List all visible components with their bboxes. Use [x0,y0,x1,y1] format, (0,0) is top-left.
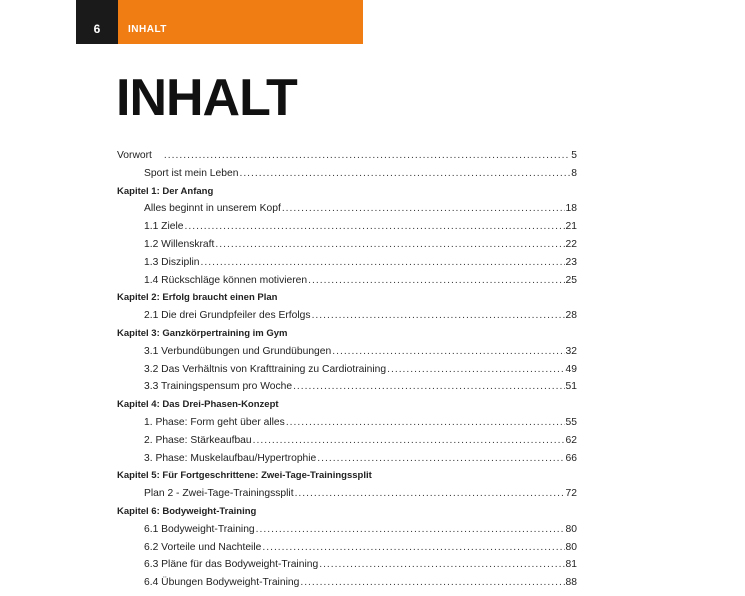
toc-entry-label: Kapitel 1: Der Anfang [117,185,214,197]
dot-leader [332,346,564,357]
toc-entry[interactable] [117,381,577,399]
toc-entry[interactable] [117,435,577,453]
toc-entry[interactable] [117,150,577,168]
toc-entry[interactable] [117,453,577,471]
toc-entry[interactable] [117,364,577,382]
toc-entry-label: 3.2 Das Verhältnis von Krafttraining zu Cardiotraining [144,363,387,375]
toc-entry[interactable] [117,168,577,186]
toc-entry-label: Kapitel 6: Bodyweight-Training [117,505,257,517]
dot-leader [317,453,564,464]
toc-entry-label: 3. Phase: Muskelaufbau/Hypertrophie [144,452,317,464]
dot-leader [282,203,565,214]
toc-entry-label: 1. Phase: Form geht über alles [144,416,285,428]
dot-leader [256,524,565,535]
toc-entry-label: 1.4 Rückschläge können motivieren [144,274,308,286]
toc-entry-label: 3.3 Trainingspensum pro Woche [144,381,293,393]
toc-page-number: 55 [565,416,577,428]
toc-entry-label: Alles beginnt in unserem Kopf [144,203,281,215]
toc-entry-label: Kapitel 3: Ganzkörpertraining im Gym [117,327,288,339]
toc-entry[interactable] [117,346,577,364]
table-of-contents [117,150,577,595]
dot-leader [185,221,565,232]
toc-entry-label: 6.3 Pläne für das Bodyweight-Training [144,559,319,571]
toc-page-number: 28 [565,310,577,322]
page-header [0,0,363,44]
dot-leader [319,559,564,570]
toc-entry[interactable] [117,524,577,542]
toc-chapter-heading[interactable] [117,470,577,488]
toc-page-number: 80 [565,523,577,535]
section-label: INHALT [128,24,167,35]
dot-leader [312,310,565,321]
toc-page-number: 23 [565,256,577,268]
toc-entry[interactable] [117,275,577,293]
toc-entry[interactable] [117,203,577,221]
toc-chapter-heading[interactable] [117,506,577,524]
dot-leader [239,168,570,179]
toc-page-number: 21 [565,221,577,233]
toc-entry-label: Kapitel 2: Erfolg braucht einen Plan [117,292,278,304]
toc-page-number: 62 [565,434,577,446]
toc-entry[interactable] [117,257,577,275]
toc-page-number: 5 [571,150,577,161]
toc-chapter-heading[interactable] [117,399,577,417]
toc-entry-label: 1.2 Willenskraft [144,238,215,250]
toc-entry-label: 2.1 Die drei Grundpfeiler des Erfolgs [144,310,311,322]
dot-leader [164,150,570,161]
page-number: 6 [93,22,101,36]
dot-leader [253,435,565,446]
toc-entry[interactable] [117,239,577,257]
toc-entry[interactable] [117,542,577,560]
toc-page-number: 81 [565,559,577,571]
toc-entry-label: Vorwort [117,150,152,161]
toc-entry[interactable] [117,310,577,328]
toc-entry-label: 6.4 Übungen Bodyweight-Training [144,577,300,589]
toc-entry[interactable] [117,577,577,595]
toc-page-number: 80 [565,541,577,553]
toc-entry[interactable] [117,488,577,506]
toc-entry-label: Sport ist mein Leben [144,167,239,179]
dot-leader [262,542,564,553]
toc-entry-label: Plan 2 - Zwei-Tage-Trainingssplit [144,488,294,500]
section-banner [118,0,363,44]
toc-entry-label: 1.1 Ziele [144,221,184,233]
toc-entry[interactable] [117,559,577,577]
toc-entry-label: 3.1 Verbundübungen und Grundübungen [144,345,332,357]
toc-chapter-heading[interactable] [117,292,577,310]
dot-leader [295,488,565,499]
toc-entry-label: Kapitel 5: Für Fortgeschrittene: Zwei-Tage-Trainingssplit [117,470,372,482]
dot-leader [308,275,564,286]
page-number-box [0,0,101,44]
toc-entry-label: 6.2 Vorteile und Nachteile [144,541,262,553]
toc-page-number: 18 [565,203,577,215]
dot-leader [286,417,565,428]
toc-entry-label: 2. Phase: Stärkeaufbau [144,434,252,446]
toc-page-number: 22 [565,238,577,250]
toc-entry-label: Kapitel 4: Das Drei-Phasen-Konzept [117,399,279,411]
toc-entry-label: 1.3 Disziplin [144,256,200,268]
toc-entry[interactable] [117,417,577,435]
toc-page-number: 25 [565,274,577,286]
dot-leader [387,364,564,375]
toc-page-number: 72 [565,488,577,500]
dot-leader [215,239,564,250]
toc-page-number: 32 [565,345,577,357]
toc-page-number: 51 [565,381,577,393]
toc-chapter-heading[interactable] [117,186,577,204]
toc-page-number: 88 [565,577,577,589]
dot-leader [201,257,565,268]
toc-entry[interactable] [117,221,577,239]
toc-chapter-heading[interactable] [117,328,577,346]
page-title: INHALT [116,69,297,127]
toc-entry-label: 6.1 Bodyweight-Training [144,523,255,535]
toc-page-number: 66 [565,452,577,464]
toc-page-number: 49 [565,363,577,375]
toc-page-number: 8 [571,167,577,179]
dot-leader [300,577,564,588]
dot-leader [293,381,564,392]
